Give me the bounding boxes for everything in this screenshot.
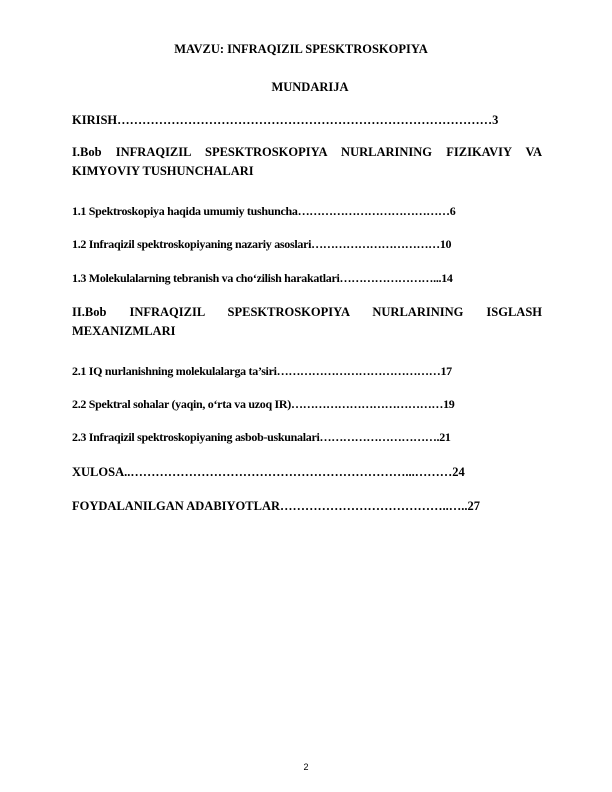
toc-chapter-2: II.Bob INFRAQIZIL SPESKTROSKOPIYA NURLARINING ISGLASH MEXANIZMLARI <box>72 305 542 338</box>
toc-entry-references: FOYDALANILGAN ADABIYOTLAR…………………………………..…..27 <box>72 499 481 513</box>
toc-entry-1-3: 1.3 Molekulalarning tebranish va cho‘zilish harakatlari……………………...14 <box>72 271 453 285</box>
contents-heading: MUNDARIJA <box>271 80 349 94</box>
page-number: 2 <box>303 762 309 772</box>
toc-entry-intro: KIRISH………………………………………………………………………………3 <box>72 113 499 127</box>
toc-entry-conclusion: XULOSA..…………………………………………………………...………24 <box>72 465 465 479</box>
toc-entry-2-1: 2.1 IQ nurlanishning molekulalarga ta’siri……………………………………17 <box>72 364 452 378</box>
toc-chapter-1: I.Bob INFRAQIZIL SPESKTROSKOPIYA NURLARINING FIZIKAVIY VA KIMYOVIY TUSHUNCHALARI <box>72 145 542 178</box>
toc-entry-1-2: 1.2 Infraqizil spektroskopiyaning nazariy asoslari……………………………10 <box>72 237 452 251</box>
toc-entry-2-2: 2.2 Spektral sohalar (yaqin, o‘rta va uzoq IR)…………………………………19 <box>72 397 455 411</box>
toc-entry-1-1: 1.1 Spektroskopiya haqida umumiy tushuncha…………………………………6 <box>72 204 456 218</box>
toc-entry-2-3: 2.3 Infraqizil spektroskopiyaning asbob-uskunalari………………………….21 <box>72 430 451 444</box>
topic-title: MAVZU: INFRAQIZIL SPESKTROSKOPIYA <box>174 42 428 56</box>
